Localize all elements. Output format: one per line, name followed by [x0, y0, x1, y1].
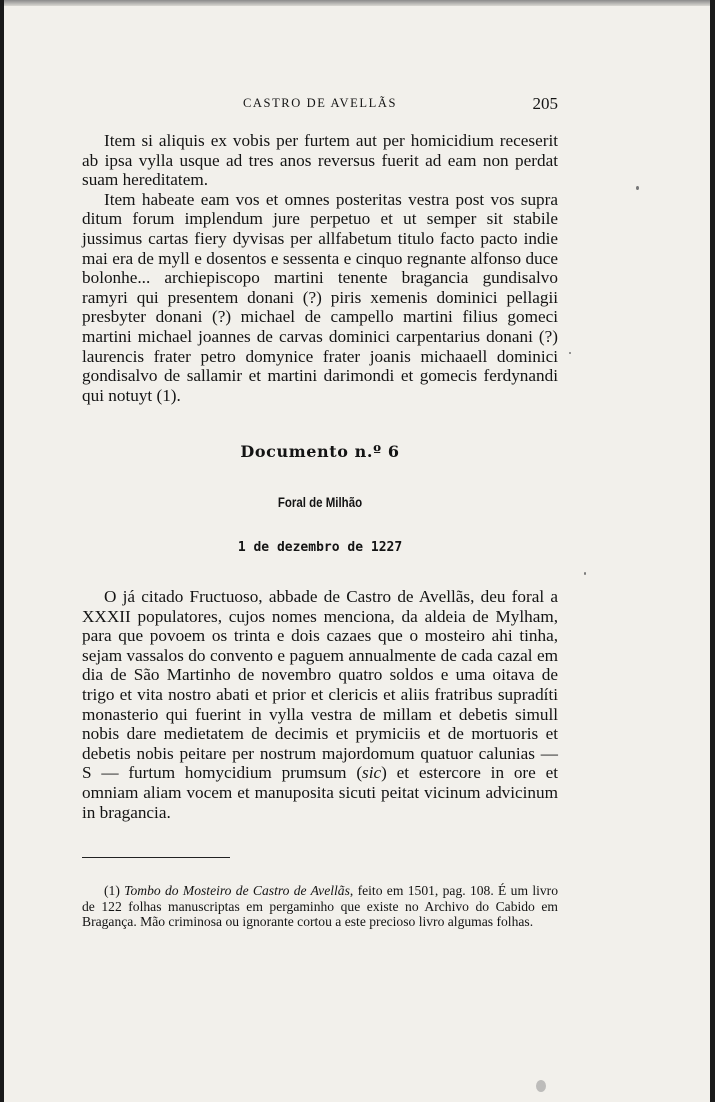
footnote — [82, 883, 558, 930]
paragraph-foral-part2: ) et estercore in ore et omniam aliam vocem et manuposita sicuti peitat vicinum advicinum in bragancia. — [82, 763, 558, 822]
document-heading: Documento n.º 6 — [240, 442, 400, 461]
paragraph-foral — [82, 587, 558, 822]
page-right-edge — [710, 0, 715, 1102]
paper-speck — [584, 572, 586, 575]
page-left-edge — [0, 0, 4, 1102]
running-title: CASTRO DE AVELLÃS — [242, 96, 398, 110]
paper-speck — [569, 352, 571, 354]
paper-speck — [636, 186, 639, 190]
page-top-edge — [0, 0, 715, 6]
paragraph-foral-part1: O já citado Fructuoso, abbade de Castro de Avellãs, deu foral a XXXII populatores, cujos nomes menciona, da aldeia de Mylham, para que povoem os trinta e dois cazaes que o mosteiro ahi tinha, sejam vassalos do convento e paguem annualmente de cada cazal em dia de São Martinho de novembro quatro soldos e uma oitava de trigo et vita nostro abati et prior et clericis et aliis fratribus supradíti monasterio qui fuerint in vylla vestra de millam et debetis simull nobis dare medietatem de decimis et prymiciis et de mortuoris et debetis nobis peitare per nostrum majordomum quatuor calunias — S — furtum homycidium prumsum ( — [82, 587, 558, 783]
running-header — [82, 94, 558, 114]
paragraph-item-1: Item si aliquis ex vobis per furtem aut per homicidium receserit ab ipsa vylla usque ad tres anos reversus fuerit ad eam non perdat suam hereditatem. — [82, 131, 558, 190]
footnote-separator — [82, 857, 230, 858]
footnote-text: , feito em 1501, pag. 108. É um livro de 122 folhas manuscriptas em pergaminho que existe no Archivo do Cabido em Bragança. Mão criminosa ou ignorante cortou a este precioso livro algumas folhas. — [82, 883, 558, 930]
paragraph-item-2: Item habeate eam vos et omnes posteritas vestra post vos supra ditum forum implendum jure perpetuo et ut semper sit stabile jussimus cartas fiery dyvisas per allfabetum titulo facto pacto indie mai era de myll e dosentos e sessenta e cinquo regnante alfonso duce bolonhe... archiepiscopo martini tenente bragancia gundisalvo ramyri qui presentem donani (?) piris xemenis dominici pellagii presbyter donani (?) michael de campello martini filius gomeci martini michael joannes de carvas dominici carpentarius donani (?) laurencis frater petro domynice frater joanis michaaell dominici gondisalvo de sallamir et martini darimondi et gomecis ferdynandi qui notuyt (1). — [82, 189, 558, 405]
paper-smudge — [536, 1080, 546, 1092]
footnote-source-title: Tombo do Mosteiro de Castro de Avellãs — [124, 883, 350, 898]
sic-italic: sic — [362, 763, 382, 783]
body-text-bottom — [82, 587, 558, 822]
document-subtitle: Foral de Milhão — [277, 494, 363, 510]
page-number: 205 — [532, 94, 558, 113]
body-text-top — [82, 131, 558, 405]
footnote-marker: (1) — [104, 883, 120, 898]
document-date: 1 de dezembro de 1227 — [237, 540, 403, 555]
